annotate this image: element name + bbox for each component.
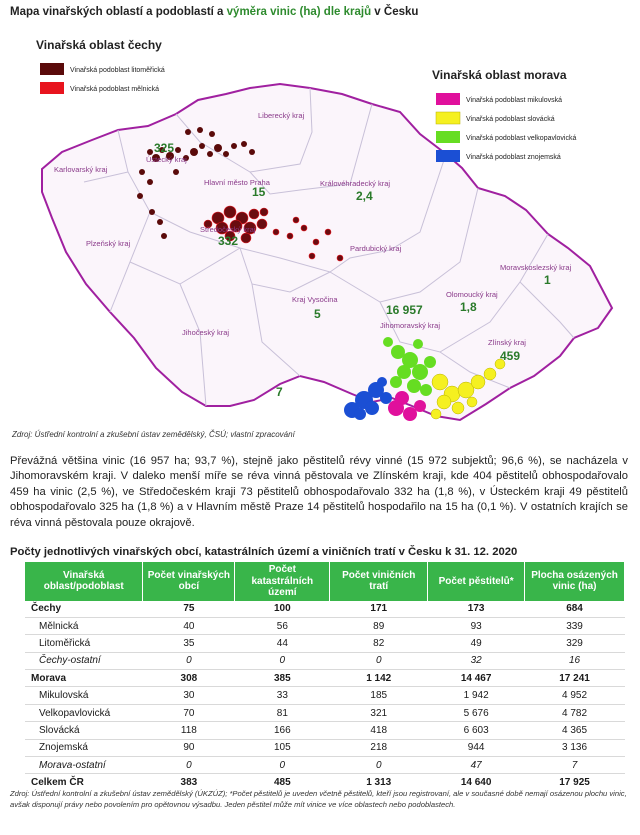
cell: 0 (330, 757, 428, 774)
cell: 33 (235, 687, 330, 704)
map-source: Zdroj: Ústřední kontrolní a zkušební ústav zemědělský, ČSÚ; vlastní zpracování (12, 430, 295, 439)
cell: 0 (143, 757, 235, 774)
value-praha: 15 (252, 185, 266, 199)
region-olomoucky: Olomoucký kraj (446, 290, 498, 299)
cell: 105 (235, 739, 330, 756)
cell: 118 (143, 722, 235, 739)
cell: 17 925 (525, 774, 625, 791)
legend-swatch-velkopavlovicka (436, 131, 460, 143)
value-stredocesky: 332 (218, 234, 239, 248)
cell: 32 (428, 652, 525, 669)
region-ustecky: Ústecký kraj (146, 155, 187, 164)
value-vysocina: 5 (314, 307, 321, 321)
row-label: Celkem ČR (25, 774, 143, 791)
legend-cechy (36, 38, 165, 94)
cell: 0 (330, 652, 428, 669)
cell: 1 142 (330, 670, 428, 687)
cell: 81 (235, 704, 330, 721)
legend-swatch-slovacka (436, 112, 460, 124)
map-title-part1: Mapa vinařských oblastí a podoblastí a (10, 6, 227, 18)
table-row-znojemska (25, 739, 625, 756)
region-plzensky: Plzeňský kraj (86, 239, 131, 248)
region-moravskoslezsky: Moravskoslezský kraj (500, 263, 572, 272)
vineyard-table (25, 562, 625, 791)
cell: 6 603 (428, 722, 525, 739)
legend-swatch-melnicka (40, 82, 64, 94)
cell: 4 365 (525, 722, 625, 739)
legend-cechy-heading: Vinařská oblast čechy (36, 38, 162, 52)
cell: 0 (143, 652, 235, 669)
cell: 35 (143, 635, 235, 652)
cell: 100 (235, 601, 330, 618)
row-label: Mikulovská (25, 687, 143, 704)
col-header-katastralni: Počet katastrálních území (235, 562, 330, 601)
table-row-mikulovska (25, 687, 625, 704)
map-title-highlight: výměra vinic (ha) dle krajů (226, 6, 372, 18)
cell: 82 (330, 635, 428, 652)
cell: 329 (525, 635, 625, 652)
map-title (10, 6, 418, 18)
legend-label-litomericka: Vinařská podoblast litoměřická (70, 67, 165, 74)
region-vysocina: Kraj Vysočina (292, 295, 338, 304)
legend-label-mikulovska: Vinařská podoblast mikulovská (466, 97, 562, 104)
row-label: Čechy (25, 601, 143, 618)
row-label: Velkopavlovická (25, 704, 143, 721)
legend-swatch-znojemska (436, 150, 460, 162)
body-paragraph: Převážná většina vinic (16 957 ha; 93,7 %), stejně jako pěstitelů révy vinné (15 972 subjektů; 96,6 %), se nacházela v Jihomoravském kraji. V daleko menší míře se réva vinná pěstovala ve Zlínském kraji, kde 404 pěstitelů obhospodařovalo 459 ha vinic (2,5 %), ve Středočeském kraji 73 pěstitelů obhospodařovalo 332 ha (1,8 %), v Ústeckém kraji 49 pěstitelů obhospodařovalo 325 ha (1,8 %) a v Hlavním městě Praze 14 pěstitelů hospodařilo na 15 ha (0,1 %). V ostatních krajích se réva vinná pěstovala pouze okrajově. (10, 455, 628, 529)
cell: 40 (143, 617, 235, 634)
cell: 17 241 (525, 670, 625, 687)
row-label: Morava-ostatní (25, 757, 143, 774)
cell: 70 (143, 704, 235, 721)
row-label: Mělnická (25, 617, 143, 634)
cell: 44 (235, 635, 330, 652)
cell: 1 313 (330, 774, 428, 791)
cell: 30 (143, 687, 235, 704)
cell: 3 136 (525, 739, 625, 756)
cell: 383 (143, 774, 235, 791)
cell: 218 (330, 739, 428, 756)
table-title: Počty jednotlivých vinařských obcí, katastrálních území a viničních tratí v Česku k 31. 12. 2020 (10, 546, 518, 558)
table-row-morava-ostatni (25, 757, 625, 774)
cell: 4 782 (525, 704, 625, 721)
cell: 485 (235, 774, 330, 791)
cell: 684 (525, 601, 625, 618)
cell: 4 952 (525, 687, 625, 704)
vineyard-map (0, 22, 640, 427)
region-zlinsky: Zlínský kraj (488, 338, 526, 347)
cell: 1 942 (428, 687, 525, 704)
table-row-cechy-ostatni (25, 652, 625, 669)
row-label: Slovácká (25, 722, 143, 739)
table-row-velkopavlovicka (25, 704, 625, 721)
cell: 7 (525, 757, 625, 774)
row-label: Znojemská (25, 739, 143, 756)
value-zlinsky: 459 (500, 349, 521, 363)
value-ustecky: 325 (154, 141, 175, 155)
cell: 171 (330, 601, 428, 618)
legend-label-znojemska: Vinařská podoblast znojemská (466, 154, 561, 161)
cell: 0 (235, 757, 330, 774)
table-row-melnicka (25, 617, 625, 634)
legend-morava-heading: Vinařská oblast morava (432, 68, 567, 82)
row-label: Litoměřická (25, 635, 143, 652)
value-moravskoslezsky: 1 (544, 273, 551, 287)
col-header-pestitele: Počet pěstitelů* (428, 562, 525, 601)
cell: 173 (428, 601, 525, 618)
cell: 308 (143, 670, 235, 687)
table-note: Zdroj: Ústřední kontrolní a zkušební ústav zemědělský (ÚKZÚZ); *Počet pěstitelů je uveden včetně pěstitelů, kteří jsou registrovaní, ale v současné době nemají osázenou plochu vinic, avšak disponují právy nebo povolením pro opětovnou výsadbu. Jeden pěstitel může mít vinice ve více oblastech nebo podoblastech. (10, 789, 627, 809)
cell: 14 640 (428, 774, 525, 791)
col-header-obce: Počet vinařských obcí (143, 562, 235, 601)
cell: 16 (525, 652, 625, 669)
cell: 0 (235, 652, 330, 669)
region-jihomoravsky: Jihomoravský kraj (380, 321, 441, 330)
cell: 49 (428, 635, 525, 652)
legend-label-slovacka: Vinařská podoblast slovácká (466, 116, 555, 123)
region-kralovehradecky: Královéhradecký kraj (320, 179, 391, 188)
cell: 56 (235, 617, 330, 634)
table-row-morava (25, 670, 625, 687)
row-label: Morava (25, 670, 143, 687)
value-jihomoravsky: 16 957 (386, 303, 423, 317)
table-row-slovacka (25, 722, 625, 739)
table-row-cechy (25, 601, 625, 618)
legend-morava (432, 68, 576, 162)
value-jihocesky: 7 (276, 385, 283, 399)
legend-swatch-litomericka (40, 63, 64, 75)
region-stredocesky: Středočeský kraj (200, 225, 256, 234)
col-header-trate: Počet viničních tratí (330, 562, 428, 601)
value-kralovehradecky: 2,4 (356, 189, 373, 203)
cell: 5 676 (428, 704, 525, 721)
col-header-oblast: Vinařská oblast/podoblast (25, 562, 143, 601)
region-karlovarsky: Karlovarský kraj (54, 165, 108, 174)
cell: 89 (330, 617, 428, 634)
cell: 47 (428, 757, 525, 774)
map-title-part2: v Česku (371, 6, 419, 18)
cell: 385 (235, 670, 330, 687)
legend-label-velkopavlovicka: Vinařská podoblast velkopavlovická (466, 135, 577, 142)
cell: 14 467 (428, 670, 525, 687)
row-label: Čechy-ostatní (25, 652, 143, 669)
cell: 90 (143, 739, 235, 756)
region-pardubicky: Pardubický kraj (350, 244, 402, 253)
cell: 339 (525, 617, 625, 634)
cell: 75 (143, 601, 235, 618)
legend-label-melnicka: Vinařská podoblast mělnická (70, 86, 159, 93)
region-liberecky: Liberecký kraj (258, 111, 305, 120)
legend-swatch-mikulovska (436, 93, 460, 105)
cell: 185 (330, 687, 428, 704)
cell: 321 (330, 704, 428, 721)
value-olomoucky: 1,8 (460, 300, 477, 314)
map-svg (0, 22, 640, 427)
cell: 418 (330, 722, 428, 739)
table-row-litomericka (25, 635, 625, 652)
cell: 944 (428, 739, 525, 756)
region-jihocesky: Jihočeský kraj (182, 328, 230, 337)
cell: 93 (428, 617, 525, 634)
col-header-plocha: Plocha osázených vinic (ha) (525, 562, 625, 601)
cell: 166 (235, 722, 330, 739)
table-header-row (25, 562, 625, 601)
region-praha: Hlavní město Praha (204, 178, 270, 187)
